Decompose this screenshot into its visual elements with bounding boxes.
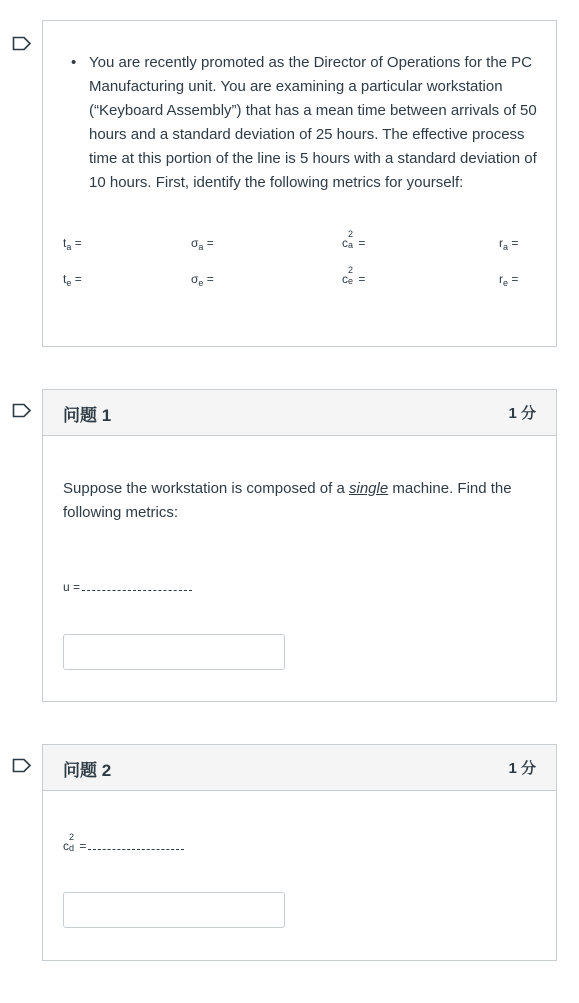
metric-ce2: c 2 e = — [342, 265, 366, 286]
question-2-card — [42, 744, 557, 961]
intro-paragraph: You are recently promoted as the Director of Operations for the PC Manufacturing unit. You are examining a particular workstation (“Keyboard Assembly”) that has a mean time between arrivals of 50 hours and a standard deviation of 25 hours. The effective process time at this portion of the line is 5 hours with a standard deviation of 10 hours. First, identify the following metrics for yourself: — [89, 54, 537, 191]
question-title: 问题 2 — [63, 761, 112, 780]
metric-ra: $r_a$ = — [499, 236, 519, 252]
question-header — [43, 745, 556, 791]
question-title: 问题 1 — [63, 406, 112, 425]
answer-input-q2[interactable] — [63, 892, 285, 928]
intro-text-card — [42, 20, 557, 347]
question-points: 1 分 — [508, 405, 536, 422]
metric-sigma-a: $\sigma_a$ = — [191, 236, 214, 252]
question-points: 1 分 — [508, 760, 536, 777]
metric-sigma-e: $\sigma_e$ = — [191, 272, 214, 288]
question-text: Suppose the workstation is composed of a single machine. Find the following metrics: — [63, 480, 512, 521]
fill-blank-u: u = — [63, 580, 192, 594]
question-header — [43, 390, 556, 436]
flag-question-icon[interactable] — [12, 758, 32, 773]
flag-question-icon[interactable] — [12, 36, 32, 51]
metric-ta: $t_a$ = — [63, 236, 82, 252]
emphasis-single: single — [349, 480, 389, 497]
metric-ca2: c 2 a = — [342, 229, 366, 250]
fill-blank-cd2: c 2 d = — [63, 839, 184, 853]
metric-re: $r_e$ = — [499, 272, 519, 288]
metric-te: $t_e$ = — [63, 272, 82, 288]
bullet: • — [71, 54, 77, 71]
question-1-card — [42, 389, 557, 702]
flag-question-icon[interactable] — [12, 403, 32, 418]
answer-input-q1[interactable] — [63, 634, 285, 670]
